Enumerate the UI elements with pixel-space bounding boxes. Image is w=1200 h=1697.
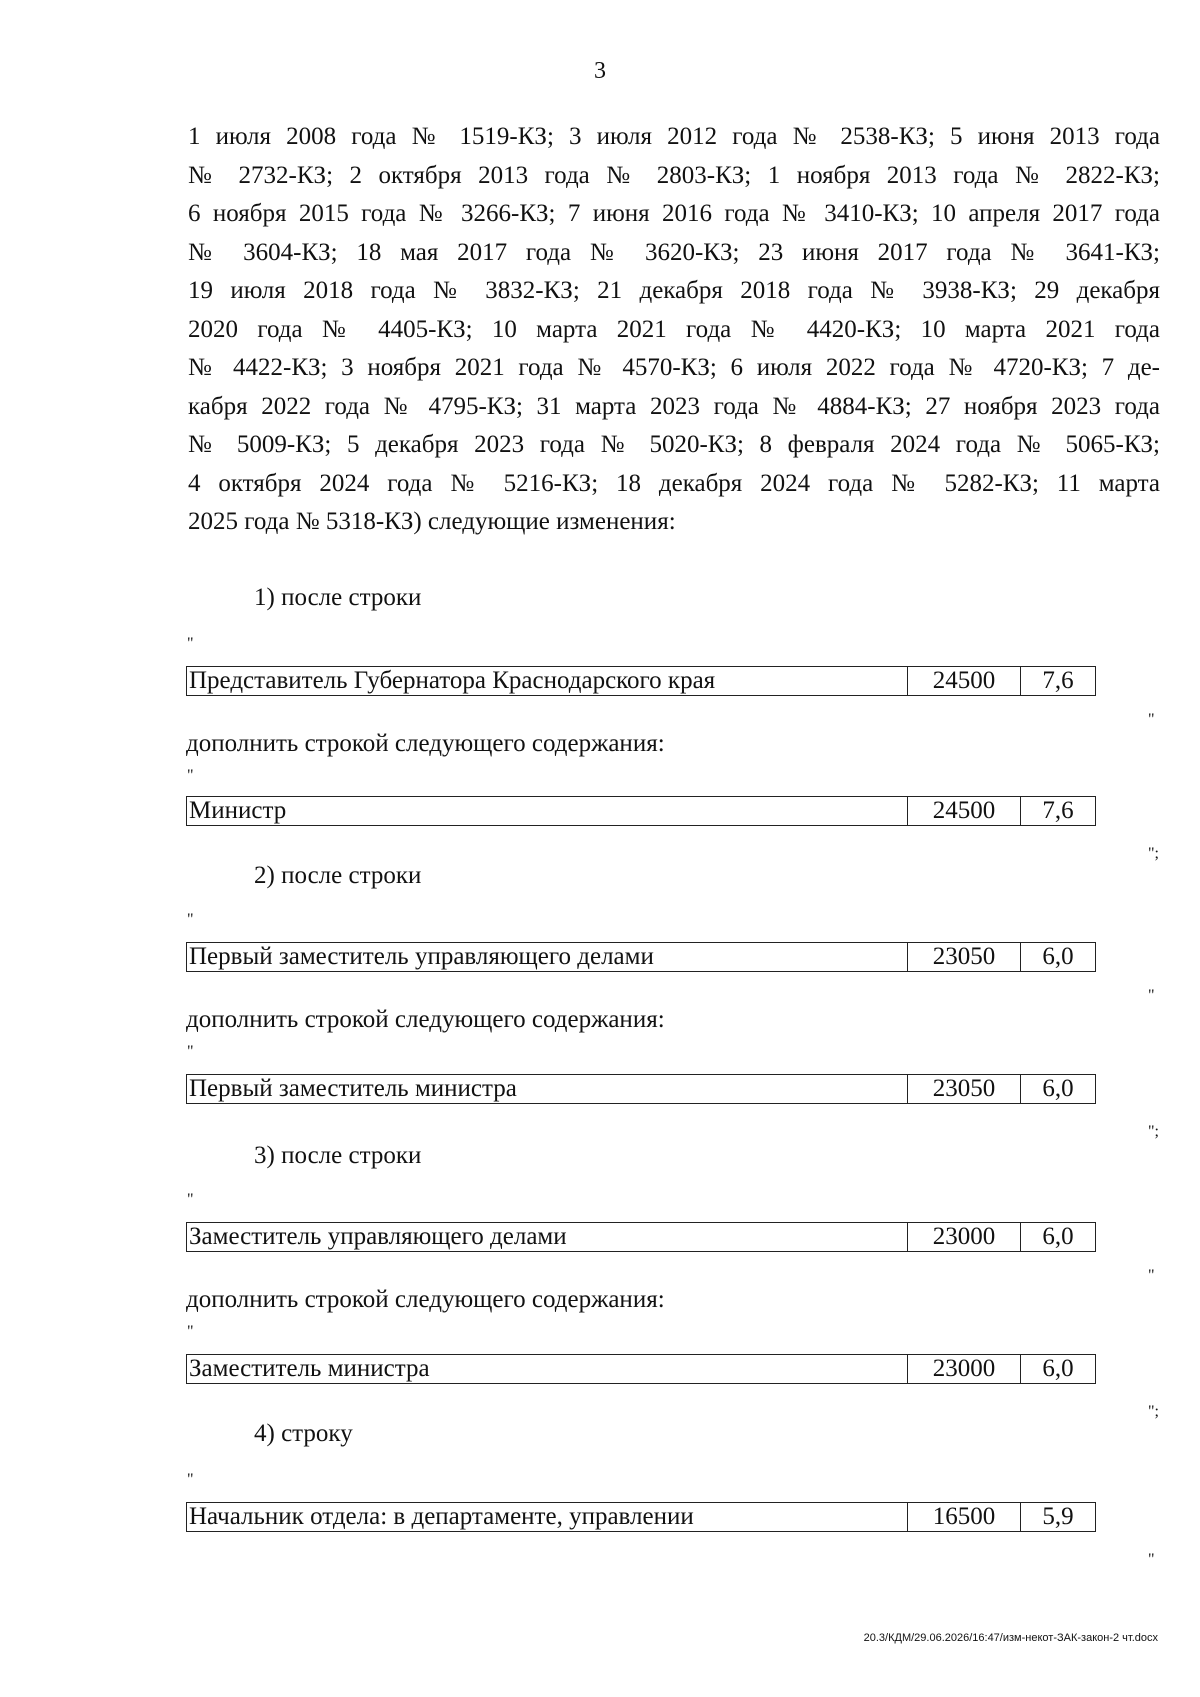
row-title: Заместитель министра <box>187 1355 908 1383</box>
page-number: 3 <box>594 58 606 84</box>
quote-close-semicolon: "; <box>1148 1403 1159 1420</box>
row-title: Первый заместитель министра <box>187 1075 908 1103</box>
quote-close-semicolon: "; <box>1148 845 1159 862</box>
table-row-item-1-after <box>186 796 1096 826</box>
row-value: 16500 <box>908 1503 1021 1531</box>
intro-line: 19 июля 2018 года № 3832-КЗ; 21 декабря 2018 года № 3938-КЗ; 29 декабря <box>188 277 1160 304</box>
quote-open: " <box>187 635 194 652</box>
intro-line: № 4422-КЗ; 3 ноября 2021 года № 4570-КЗ; 6 июля 2022 года № 4720-КЗ; 7 де- <box>188 354 1160 381</box>
quote-open: " <box>187 1471 194 1488</box>
quote-open: " <box>187 911 194 928</box>
row-title: Министр <box>187 797 908 825</box>
item-3-label: 3) после строки <box>254 1142 422 1169</box>
intro-line: № 5009-КЗ; 5 декабря 2023 года № 5020-КЗ; 8 февраля 2024 года № 5065-КЗ; <box>188 431 1160 458</box>
table-row-item-1-before <box>186 666 1096 696</box>
quote-open: " <box>187 1043 194 1060</box>
table-row-item-3-after <box>186 1354 1096 1384</box>
item-4-label: 4) строку <box>254 1420 353 1447</box>
row-title: Представитель Губернатора Краснодарского края <box>187 667 908 695</box>
row-coef: 6,0 <box>1042 943 1074 970</box>
row-value: 24500 <box>908 667 1021 695</box>
row-coef: 7,6 <box>1042 797 1074 824</box>
row-value: 23000 <box>908 1223 1021 1251</box>
intro-line: 2020 года № 4405-КЗ; 10 марта 2021 года № 4420-КЗ; 10 марта 2021 года <box>188 315 1160 343</box>
row-title: Начальник отдела: в департаменте, управлении <box>187 1503 908 1531</box>
row-value: 23050 <box>908 943 1021 971</box>
quote-open: " <box>187 1191 194 1208</box>
item-2-label: 2) после строки <box>254 862 422 889</box>
table-row-item-3-before <box>186 1222 1096 1252</box>
quote-close: " <box>1148 987 1155 1004</box>
quote-close: " <box>1148 711 1155 728</box>
row-title: Первый заместитель управляющего делами <box>187 943 908 971</box>
intro-line: 6 ноября 2015 года № 3266-КЗ; 7 июня 2016 года № 3410-КЗ; 10 апреля 2017 года <box>188 200 1160 227</box>
row-coef: 7,6 <box>1042 667 1074 694</box>
item-1-label: 1) после строки <box>254 584 422 611</box>
row-value: 24500 <box>908 797 1021 825</box>
table-row-item-4-before <box>186 1502 1096 1532</box>
intro-line: № 2732-КЗ; 2 октября 2013 года № 2803-КЗ; 1 ноября 2013 года № 2822-КЗ; <box>188 161 1160 189</box>
row-title: Заместитель управляющего делами <box>187 1223 908 1251</box>
add-line-text: дополнить строкой следующего содержания: <box>186 730 665 757</box>
document-footer: 20.3/КДМ/29.06.2026/16:47/изм-некот-ЗАК-закон-2 чт.docx <box>863 1632 1158 1644</box>
intro-line: 4 октября 2024 года № 5216-КЗ; 18 декабря 2024 года № 5282-КЗ; 11 марта <box>188 469 1160 497</box>
intro-paragraph <box>188 118 1160 542</box>
table-row-item-2-after <box>186 1074 1096 1104</box>
quote-close: " <box>1148 1551 1155 1568</box>
intro-line: 1 июля 2008 года № 1519-КЗ; 3 июля 2012 года № 2538-КЗ; 5 июня 2013 года <box>188 123 1160 150</box>
intro-line: кабря 2022 года № 4795-КЗ; 31 марта 2023 года № 4884-КЗ; 27 ноября 2023 года <box>188 392 1160 420</box>
row-value: 23000 <box>908 1355 1021 1383</box>
add-line-text: дополнить строкой следующего содержания: <box>186 1286 665 1313</box>
row-coef: 5,9 <box>1042 1503 1074 1530</box>
row-value: 23050 <box>908 1075 1021 1103</box>
row-coef: 6,0 <box>1042 1075 1074 1102</box>
quote-open: " <box>187 1323 194 1340</box>
quote-open: " <box>187 767 194 784</box>
row-coef: 6,0 <box>1042 1223 1074 1250</box>
quote-close-semicolon: "; <box>1148 1123 1159 1140</box>
add-line-text: дополнить строкой следующего содержания: <box>186 1006 665 1033</box>
intro-line: 2025 года № 5318-КЗ) следующие изменения: <box>188 508 676 535</box>
table-row-item-2-before <box>186 942 1096 972</box>
row-coef: 6,0 <box>1042 1355 1074 1382</box>
quote-close: " <box>1148 1267 1155 1284</box>
intro-line: № 3604-КЗ; 18 мая 2017 года № 3620-КЗ; 23 июня 2017 года № 3641-КЗ; <box>188 238 1160 266</box>
